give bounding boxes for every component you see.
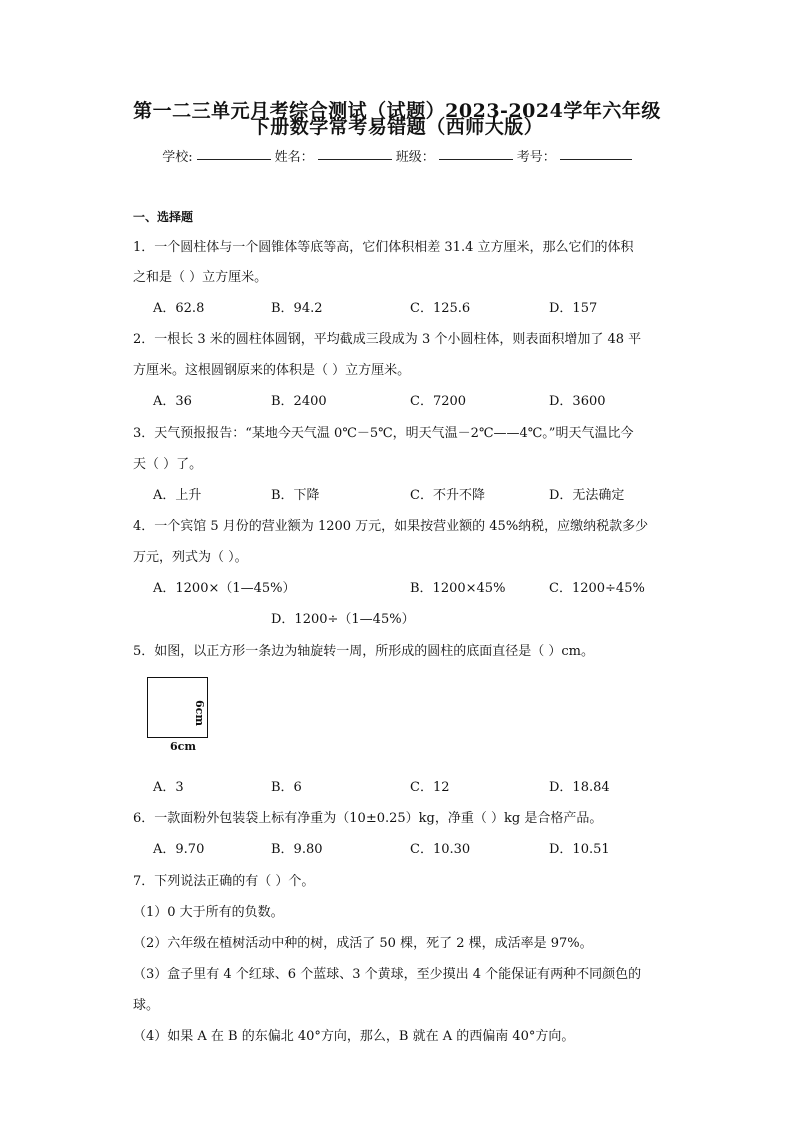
name-field[interactable] [318,146,392,160]
q4-option-a[interactable]: A．1200×（1—45%） [153,581,296,596]
q5-line1: 5．如图，以正方形一条边为轴旋转一周，所形成的圆柱的底面直径是（ ）cm。 [133,644,595,659]
q6-option-b[interactable]: B．9.80 [271,842,323,857]
q2-option-c[interactable]: C．7200 [410,394,467,409]
q4-line2: 万元，列式为（ ）。 [133,550,248,565]
q1-line1: 1．一个圆柱体与一个圆锥体等底等高，它们体积相差 31.4 立方厘米，那么它们的体积 [133,240,634,255]
q7-statement-4: （4）如果 A 在 B 的东偏北 40°方向，那么，B 就在 A 的西偏南 40°方向。 [133,1029,575,1044]
q5-option-a[interactable]: A．3 [153,780,184,795]
q7-line1: 7．下列说法正确的有（ ）个。 [133,874,315,889]
q2-line1: 2．一根长 3 米的圆柱体圆钢，平均截成三段成为 3 个小圆柱体，则表面积增加了 48 平 [133,332,642,347]
q6-line1: 6．一款面粉外包装袋上标有净重为（10±0.25）kg，净重（ ）kg 是合格产品。 [133,811,603,826]
q1-option-b[interactable]: B．94.2 [271,301,323,316]
name-label: 姓名： [274,150,314,165]
q3-line2: 天（ ）了。 [133,457,203,472]
figure-bottom-label: 6cm [170,740,196,753]
class-label: 班级： [395,150,435,165]
q6-option-a[interactable]: A．9.70 [153,842,205,857]
number-label: 考号： [516,150,556,165]
q3-line1: 3．天气预报报告：“某地今天气温 0℃－5℃，明天气温－2℃——4℃。”明天气温比今 [133,426,634,441]
q7-statement-2: （2）六年级在植树活动中种的树，成活了 50 棵，死了 2 棵，成活率是 97%。 [133,936,593,951]
q4-option-b[interactable]: B．1200×45% [410,581,506,596]
student-info-row [0,146,794,165]
section-heading: 一、选择题 [133,210,194,224]
q4-option-c[interactable]: C．1200÷45% [549,581,645,596]
q2-option-a[interactable]: A．36 [153,394,192,409]
q6-option-d[interactable]: D．10.51 [549,842,610,857]
school-label: 学校: [162,150,193,165]
q4-line1: 4．一个宾馆 5 月份的营业额为 1200 万元，如果按营业额的 45%纳税，应缴纳税款多少 [133,519,649,534]
q5-option-d[interactable]: D．18.84 [549,780,610,795]
q2-option-b[interactable]: B．2400 [271,394,327,409]
q4-option-d[interactable]: D．1200÷（1—45%） [271,612,415,627]
q1-option-c[interactable]: C．125.6 [410,301,471,316]
q3-option-a[interactable]: A．上升 [153,488,202,503]
figure-side-label: 6cm [193,700,206,726]
q2-line2: 方厘米。这根圆钢原来的体积是（ ）立方厘米。 [133,363,411,378]
q7-statement-3: （3）盒子里有 4 个红球、6 个蓝球、3 个黄球，至少摸出 4 个能保证有两种不同颜色的 [133,967,642,982]
number-field[interactable] [560,146,632,160]
document-title-line2: 下册数学常考易错题（西师大版） [250,116,544,138]
q3-option-b[interactable]: B．下降 [271,488,320,503]
q1-line2: 之和是（ ）立方厘米。 [133,270,268,285]
q7-statement-1: （1）0 大于所有的负数。 [133,905,284,920]
q5-option-c[interactable]: C．12 [410,780,450,795]
q2-option-d[interactable]: D．3600 [549,394,606,409]
q5-option-b[interactable]: B．6 [271,780,302,795]
q7-statement-3-cont: 球。 [133,998,160,1013]
q6-option-c[interactable]: C．10.30 [410,842,471,857]
q1-option-a[interactable]: A．62.8 [153,301,205,316]
class-field[interactable] [439,146,513,160]
q3-option-d[interactable]: D．无法确定 [549,488,625,503]
q1-option-d[interactable]: D．157 [549,301,598,316]
q3-option-c[interactable]: C．不升不降 [410,488,485,503]
school-field[interactable] [197,146,271,160]
document-title-line1: 第一二三单元月考综合测试（试题）2023-2024学年六年级 [133,100,661,122]
